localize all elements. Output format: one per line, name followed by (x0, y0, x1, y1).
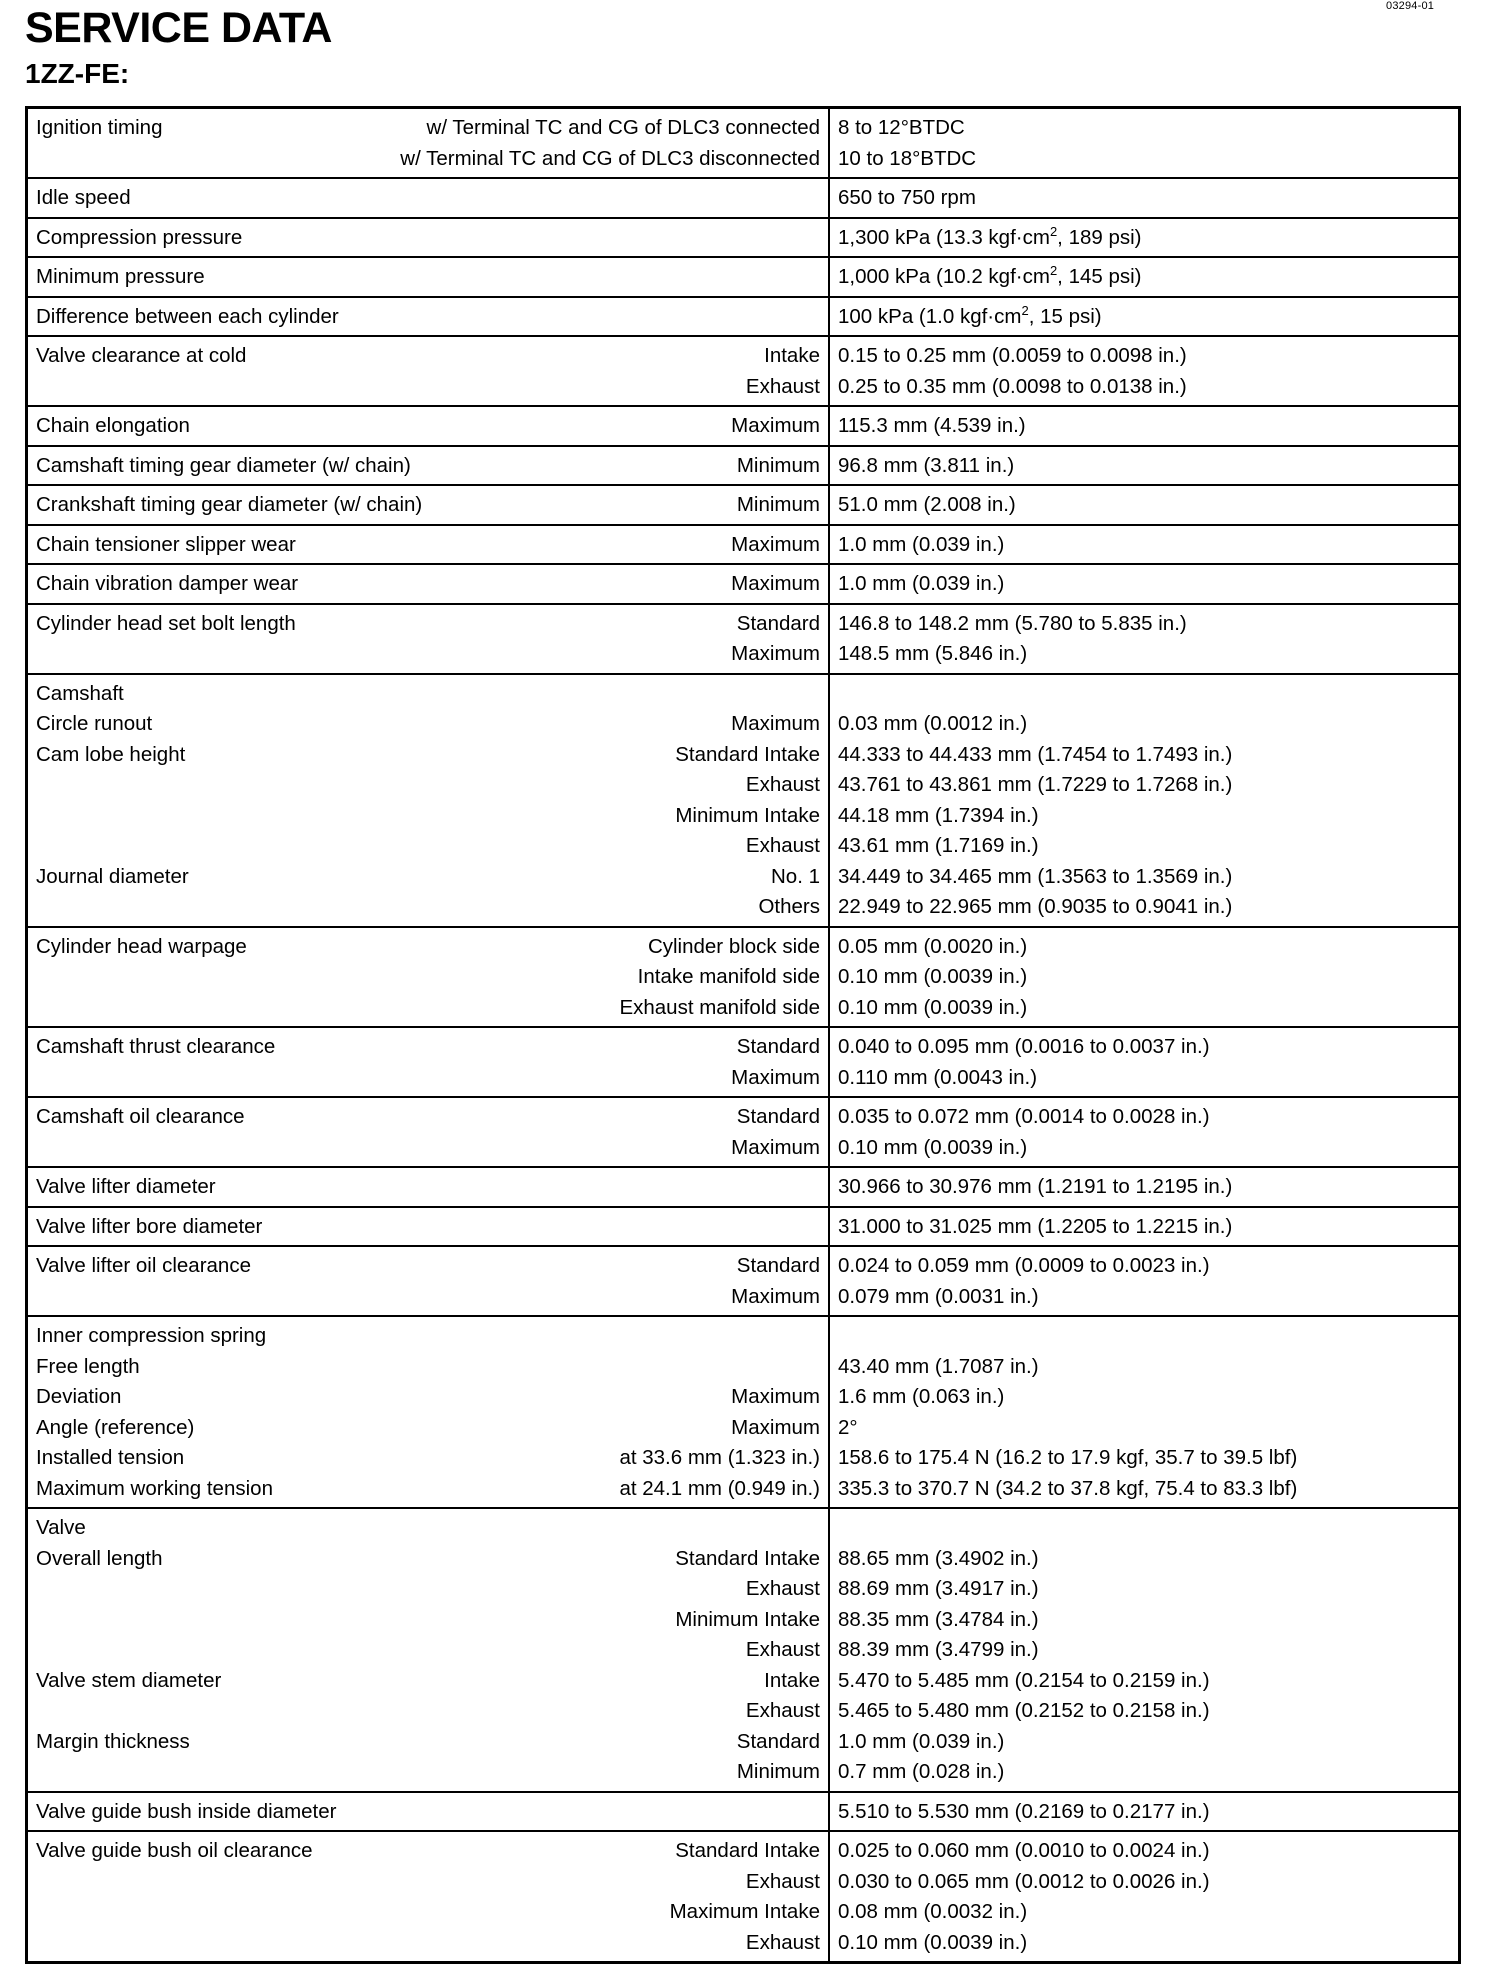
spec-value: 88.69 mm (3.4917 in.) (838, 1577, 1039, 1600)
spec-value (838, 679, 1450, 710)
spec-value-cell (829, 1831, 1460, 1963)
spec-value-cell (829, 1508, 1460, 1792)
spec-item-label: Camshaft (36, 681, 124, 705)
spec-row (27, 927, 1460, 1028)
spec-row (27, 525, 1460, 565)
spec-value-cell (829, 108, 1460, 179)
spec-value: 0.7 mm (0.028 in.) (838, 1760, 1005, 1783)
spec-value-cell (829, 1316, 1460, 1508)
spec-line (36, 1727, 820, 1758)
document-id: 03294-01 (1386, 0, 1435, 12)
spec-condition: Exhaust (745, 1638, 820, 1661)
service-data-table (25, 106, 1461, 1964)
spec-line (36, 1352, 820, 1383)
spec-value: 1.0 mm (0.039 in.) (838, 572, 1005, 595)
spec-value: 0.079 mm (0.0031 in.) (838, 1284, 1039, 1308)
spec-item-label: Valve guide bush oil clearance (36, 1839, 313, 1862)
spec-label-cell (27, 218, 830, 258)
spec-row (27, 218, 1460, 258)
spec-value-cell (829, 1167, 1460, 1207)
spec-line (36, 993, 820, 1024)
spec-line (36, 372, 820, 403)
spec-value (838, 1321, 1450, 1352)
spec-condition: Exhaust (745, 773, 820, 796)
spec-line (36, 302, 820, 333)
spec-label-cell (27, 1027, 830, 1097)
spec-value: 158.6 to 175.4 N (16.2 to 17.9 kgf, 35.7 to 39.5 lbf) (838, 1446, 1298, 1469)
spec-value: 115.3 mm (4.539 in.) (838, 414, 1026, 437)
spec-item-label: Valve stem diameter (36, 1668, 222, 1692)
spec-line (36, 451, 820, 482)
spec-value: 335.3 to 370.7 N (34.2 to 37.8 kgf, 75.4 to 83.3 lbf) (838, 1476, 1298, 1500)
spec-condition: Intake manifold side (637, 965, 820, 988)
spec-line (36, 1102, 820, 1133)
spec-item-label: Valve lifter oil clearance (36, 1254, 251, 1277)
spec-line (36, 411, 820, 442)
spec-row (27, 336, 1460, 406)
spec-value: 43.40 mm (1.7087 in.) (838, 1354, 1039, 1378)
spec-item-label: Valve lifter bore diameter (36, 1214, 263, 1238)
spec-condition: Exhaust (745, 374, 820, 398)
spec-line (36, 1133, 820, 1164)
spec-label-cell (27, 178, 830, 218)
spec-value: 0.25 to 0.35 mm (0.0098 to 0.0138 in.) (838, 374, 1187, 398)
spec-label-cell (27, 927, 830, 1028)
spec-value-cell (829, 604, 1460, 674)
spec-label-cell (27, 1167, 830, 1207)
spec-condition: at 33.6 mm (1.323 in.) (619, 1446, 820, 1469)
spec-item-label: Cylinder head warpage (36, 934, 247, 958)
spec-line (36, 1382, 820, 1413)
spec-line (36, 932, 820, 963)
spec-line (36, 113, 820, 144)
spec-line (36, 1605, 820, 1636)
spec-value-cell (829, 1207, 1460, 1247)
spec-label-cell (27, 1097, 830, 1167)
spec-condition: Maximum Intake (669, 1900, 820, 1923)
spec-condition: w/ Terminal TC and CG of DLC3 connected (426, 116, 820, 139)
spec-label-cell (27, 446, 830, 486)
spec-condition: Maximum (731, 1135, 820, 1159)
spec-line (36, 262, 820, 293)
spec-line (36, 862, 820, 893)
spec-value: 0.15 to 0.25 mm (0.0059 to 0.0098 in.) (838, 344, 1187, 367)
spec-item-label: Valve guide bush inside diameter (36, 1799, 337, 1823)
spec-label-cell (27, 674, 830, 927)
spec-condition: Standard Intake (675, 1839, 820, 1862)
spec-item-label: Difference between each cylinder (36, 304, 339, 328)
spec-value: 43.761 to 43.861 mm (1.7229 to 1.7268 in.) (838, 773, 1233, 796)
spec-item-label: Angle (reference) (36, 1415, 195, 1439)
spec-condition: w/ Terminal TC and CG of DLC3 disconnected (400, 146, 820, 170)
spec-value-cell (829, 446, 1460, 486)
spec-value: 0.030 to 0.065 mm (0.0012 to 0.0026 in.) (838, 1869, 1210, 1893)
spec-line (36, 1696, 820, 1727)
spec-line (36, 1063, 820, 1094)
spec-item-label: Margin thickness (36, 1729, 190, 1753)
spec-condition: Minimum (736, 453, 820, 477)
spec-line (36, 1413, 820, 1444)
spec-value: 8 to 12°BTDC (838, 116, 965, 139)
spec-condition: Exhaust (745, 1930, 820, 1954)
spec-item-label: Installed tension (36, 1446, 185, 1469)
spec-item-label: Camshaft thrust clearance (36, 1035, 276, 1058)
spec-value-cell (829, 257, 1460, 297)
spec-row (27, 674, 1460, 927)
spec-line (36, 1928, 820, 1959)
spec-item-label: Minimum pressure (36, 265, 205, 288)
spec-condition: Minimum (736, 1760, 820, 1783)
engine-model-subtitle: 1ZZ-FE: (25, 58, 130, 89)
spec-value: 0.10 mm (0.0039 in.) (838, 965, 1028, 988)
spec-condition: Cylinder block side (647, 934, 820, 958)
spec-item-label: Journal diameter (36, 864, 189, 888)
spec-value-cell (829, 1097, 1460, 1167)
spec-value-cell (829, 336, 1460, 406)
spec-line (36, 1321, 820, 1352)
spec-line (36, 1032, 820, 1063)
spec-condition: Maximum (731, 572, 820, 595)
spec-value: 31.000 to 31.025 mm (1.2205 to 1.2215 in.) (838, 1214, 1233, 1238)
spec-value: 1.6 mm (0.063 in.) (838, 1385, 1005, 1408)
spec-value: 96.8 mm (3.811 in.) (838, 453, 1015, 477)
spec-item-label: Camshaft timing gear diameter (w/ chain) (36, 453, 411, 477)
spec-item-label: Chain tensioner slipper wear (36, 532, 296, 556)
spec-line (36, 1635, 820, 1666)
spec-value: 1,000 kPa (10.2 $kgf\cdot cm^2$, 145 psi) (838, 263, 1142, 288)
spec-line (36, 569, 820, 600)
spec-value-cell (829, 485, 1460, 525)
spec-condition: Others (758, 895, 820, 918)
spec-item-label: Cylinder head set bolt length (36, 611, 296, 635)
spec-item-label: Compression pressure (36, 225, 243, 249)
spec-value-cell (829, 1246, 1460, 1316)
spec-condition: Exhaust (745, 1699, 820, 1722)
spec-item-label: Free length (36, 1354, 140, 1378)
spec-label-cell (27, 297, 830, 337)
spec-value: 1.0 mm (0.039 in.) (838, 1729, 1005, 1753)
spec-item-label: Valve clearance at cold (36, 344, 247, 367)
spec-row (27, 108, 1460, 179)
spec-value: 0.03 mm (0.0012 in.) (838, 712, 1028, 735)
spec-condition: Standard Intake (675, 1546, 820, 1570)
spec-condition: Standard (736, 611, 820, 635)
spec-value: 1.0 mm (0.039 in.) (838, 532, 1005, 556)
spec-value-cell (829, 1792, 1460, 1832)
spec-value-cell (829, 1027, 1460, 1097)
spec-line (36, 1574, 820, 1605)
spec-value: 0.025 to 0.060 mm (0.0010 to 0.0024 in.) (838, 1839, 1210, 1862)
spec-value: 0.110 mm (0.0043 in.) (838, 1065, 1038, 1089)
spec-line (36, 892, 820, 923)
spec-value: 1,300 kPa (13.3 $kgf\cdot cm^2$, 189 psi) (838, 223, 1142, 249)
spec-row (27, 564, 1460, 604)
spec-item-label: Crankshaft timing gear diameter (w/ chain) (36, 493, 423, 516)
spec-label-cell (27, 1316, 830, 1508)
spec-condition: Standard (736, 1035, 820, 1058)
spec-condition: Standard Intake (675, 742, 820, 766)
spec-line (36, 609, 820, 640)
spec-condition: Minimum (736, 493, 820, 516)
spec-label-cell (27, 406, 830, 446)
spec-item-label: Chain elongation (36, 414, 190, 437)
spec-value: 0.024 to 0.059 mm (0.0009 to 0.0023 in.) (838, 1254, 1210, 1277)
spec-label-cell (27, 1246, 830, 1316)
spec-value: 88.65 mm (3.4902 in.) (838, 1546, 1039, 1570)
spec-row (27, 446, 1460, 486)
spec-item-label: Overall length (36, 1546, 163, 1570)
spec-line (36, 639, 820, 670)
spec-value-cell (829, 674, 1460, 927)
spec-line (36, 1897, 820, 1928)
spec-value (838, 1513, 1450, 1544)
spec-line (36, 770, 820, 801)
spec-value: 22.949 to 22.965 mm (0.9035 to 0.9041 in.) (838, 895, 1233, 918)
spec-value: 88.35 mm (3.4784 in.) (838, 1607, 1039, 1631)
spec-value: 100 kPa (1.0 $kgf\cdot cm^2$, 15 psi) (838, 302, 1102, 328)
spec-row (27, 1207, 1460, 1247)
spec-row (27, 485, 1460, 525)
spec-value: 146.8 to 148.2 mm (5.780 to 5.835 in.) (838, 611, 1187, 635)
spec-label-cell (27, 257, 830, 297)
spec-condition: Maximum (731, 532, 820, 556)
spec-value: 148.5 mm (5.846 in.) (838, 642, 1028, 665)
spec-item-label: Inner compression spring (36, 1324, 267, 1347)
spec-item-label: Camshaft oil clearance (36, 1105, 245, 1128)
spec-line (36, 1544, 820, 1575)
spec-value: 44.333 to 44.433 mm (1.7454 to 1.7493 in.) (838, 742, 1233, 766)
spec-value-cell (829, 406, 1460, 446)
spec-value: 0.08 mm (0.0032 in.) (838, 1900, 1028, 1923)
spec-value: 30.966 to 30.976 mm (1.2191 to 1.2195 in.) (838, 1175, 1233, 1198)
spec-value: 0.10 mm (0.0039 in.) (838, 995, 1028, 1019)
spec-condition: Maximum (731, 1385, 820, 1408)
spec-line (36, 490, 820, 521)
spec-item-label: Maximum working tension (36, 1476, 273, 1500)
spec-label-cell (27, 336, 830, 406)
spec-value: 34.449 to 34.465 mm (1.3563 to 1.3569 in.) (838, 864, 1233, 888)
spec-line (36, 1797, 820, 1828)
spec-row (27, 604, 1460, 674)
spec-line (36, 1172, 820, 1203)
spec-line (36, 1212, 820, 1243)
spec-item-label: Chain vibration damper wear (36, 572, 299, 595)
spec-row (27, 178, 1460, 218)
spec-row (27, 1167, 1460, 1207)
spec-label-cell (27, 485, 830, 525)
spec-line (36, 1757, 820, 1788)
spec-condition: Intake (764, 1668, 820, 1692)
spec-condition: Minimum Intake (675, 1607, 820, 1631)
spec-value: 5.465 to 5.480 mm (0.2152 to 0.2158 in.) (838, 1699, 1210, 1722)
spec-row (27, 1097, 1460, 1167)
spec-value: 88.39 mm (3.4799 in.) (838, 1638, 1039, 1661)
spec-line (36, 1282, 820, 1313)
spec-item-label: Circle runout (36, 712, 153, 735)
spec-condition: Exhaust (745, 1869, 820, 1893)
service-data-table-body (27, 108, 1460, 1963)
spec-condition: Maximum (731, 642, 820, 665)
spec-line (36, 223, 820, 254)
spec-value: 0.05 mm (0.0020 in.) (838, 934, 1028, 958)
spec-line (36, 530, 820, 561)
spec-value: 650 to 750 rpm (838, 186, 976, 209)
spec-condition: Exhaust (745, 1577, 820, 1600)
spec-row (27, 257, 1460, 297)
spec-line (36, 679, 820, 710)
spec-item-label: Cam lobe height (36, 742, 186, 766)
spec-label-cell (27, 108, 830, 179)
spec-label-cell (27, 1508, 830, 1792)
spec-row (27, 1246, 1460, 1316)
spec-condition: Exhaust (745, 834, 820, 857)
spec-value: 10 to 18°BTDC (838, 146, 977, 170)
spec-condition: Intake (764, 344, 820, 367)
spec-value: 0.035 to 0.072 mm (0.0014 to 0.0028 in.) (838, 1105, 1210, 1128)
spec-row (27, 1316, 1460, 1508)
spec-line (36, 740, 820, 771)
spec-value-cell (829, 564, 1460, 604)
spec-value: 0.10 mm (0.0039 in.) (838, 1930, 1028, 1954)
spec-item-label: Valve (36, 1516, 86, 1539)
spec-value-cell (829, 927, 1460, 1028)
spec-line (36, 183, 820, 214)
spec-row (27, 406, 1460, 446)
spec-value-cell (829, 297, 1460, 337)
spec-line (36, 1443, 820, 1474)
spec-item-label: Ignition timing (36, 116, 163, 139)
spec-condition: Standard (736, 1254, 820, 1277)
spec-condition: Standard (736, 1105, 820, 1128)
spec-condition: Maximum (731, 1065, 820, 1089)
spec-value: 5.510 to 5.530 mm (0.2169 to 0.2177 in.) (838, 1799, 1210, 1823)
spec-line (36, 831, 820, 862)
spec-condition: Maximum (731, 712, 820, 735)
spec-value: 5.470 to 5.485 mm (0.2154 to 0.2159 in.) (838, 1668, 1210, 1692)
spec-line (36, 1251, 820, 1282)
spec-condition: Exhaust manifold side (619, 995, 820, 1019)
spec-value: 44.18 mm (1.7394 in.) (838, 803, 1039, 827)
spec-condition: Maximum (731, 1284, 820, 1308)
spec-value: 51.0 mm (2.008 in.) (838, 493, 1016, 516)
spec-item-label: Valve lifter diameter (36, 1175, 216, 1198)
spec-value-cell (829, 178, 1460, 218)
page-title: SERVICE DATA (25, 4, 332, 52)
spec-line (36, 962, 820, 993)
spec-line (36, 1836, 820, 1867)
spec-line (36, 1513, 820, 1544)
spec-label-cell (27, 525, 830, 565)
spec-value: 2° (838, 1415, 858, 1439)
spec-row (27, 1831, 1460, 1963)
spec-row (27, 297, 1460, 337)
spec-line (36, 144, 820, 175)
spec-condition: No. 1 (771, 864, 820, 888)
spec-line (36, 1474, 820, 1505)
spec-value: 0.10 mm (0.0039 in.) (838, 1135, 1028, 1159)
spec-condition: Standard (736, 1729, 820, 1753)
spec-line (36, 1666, 820, 1697)
spec-value: 43.61 mm (1.7169 in.) (838, 834, 1039, 857)
spec-line (36, 1867, 820, 1898)
spec-row (27, 1508, 1460, 1792)
spec-line (36, 341, 820, 372)
spec-row (27, 1792, 1460, 1832)
spec-value-cell (829, 525, 1460, 565)
spec-item-label: Deviation (36, 1385, 122, 1408)
spec-condition: Maximum (731, 414, 820, 437)
spec-item-label: Idle speed (36, 186, 131, 209)
spec-label-cell (27, 1831, 830, 1963)
spec-label-cell (27, 1207, 830, 1247)
spec-label-cell (27, 564, 830, 604)
spec-line (36, 801, 820, 832)
spec-row (27, 1027, 1460, 1097)
spec-condition: Minimum Intake (675, 803, 820, 827)
spec-value-cell (829, 218, 1460, 258)
spec-line (36, 709, 820, 740)
spec-condition: at 24.1 mm (0.949 in.) (619, 1476, 820, 1500)
spec-label-cell (27, 604, 830, 674)
spec-condition: Maximum (731, 1415, 820, 1439)
spec-label-cell (27, 1792, 830, 1832)
spec-value: 0.040 to 0.095 mm (0.0016 to 0.0037 in.) (838, 1035, 1210, 1058)
